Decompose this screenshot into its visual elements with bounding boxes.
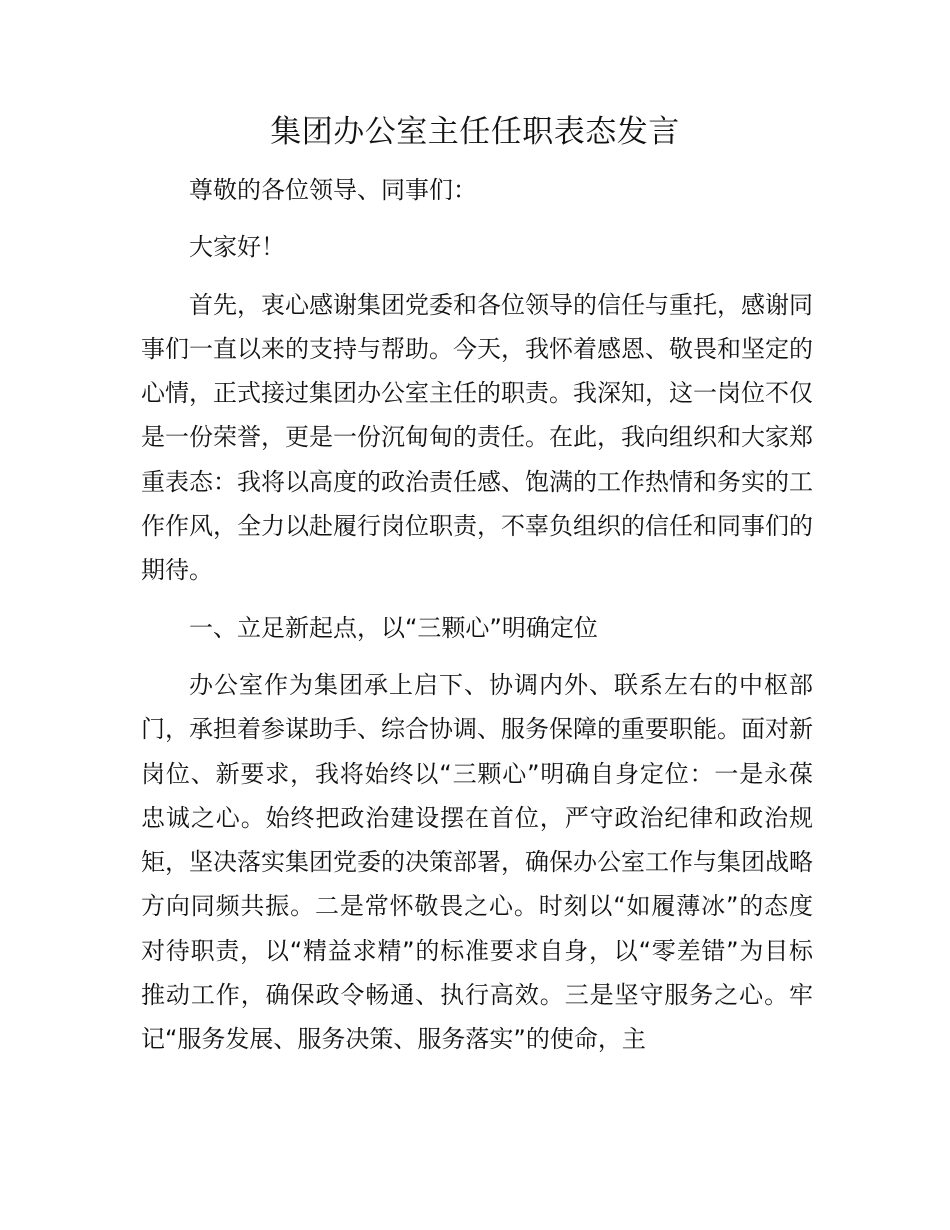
salutation: 尊敬的各位领导、同事们： (189, 176, 477, 204)
section-1-paragraph: 办公室作为集团承上启下、协调内外、联系左右的中枢部门，承担着参谋助手、综合协调、服务保障的重要职能。面对新岗位、新要求，我将始终以“三颗心”明确自身定位：一是永葆忠诚之心。始终把政治建设摆在首位，严守政治纪律和政治规矩，坚决落实集团党委的决策部署，确保办公室工作与集团战略方向同频共振。二是常怀敬畏之心。时刻以“如履薄冰”的态度对待职责，以“精益求精”的标准要求自身，以“零差错”为目标推动工作，确保政令畅通、执行高效。三是坚守服务之心。牢记“服务发展、服务决策、服务落实”的使命，主 (141, 670, 813, 1054)
document-title: 集团办公室主任任职表态发言 (270, 114, 680, 150)
greeting: 大家好！ (189, 233, 285, 262)
document-body (141, 168, 813, 1075)
section-heading-1: 一、立足新起点，以“三颗心”明确定位 (189, 613, 598, 642)
intro-paragraph: 首先，衷心感谢集团党委和各位领导的信任与重托，感谢同事们一直以来的支持与帮助。今天，我怀着感恩、敬畏和坚定的心情，正式接过集团办公室主任的职责。我深知，这一岗位不仅是一份荣誉，更是一份沉甸甸的责任。在此，我向组织和大家郑重表态：我将以高度的政治责任感、饱满的工作热情和务实的工作作风，全力以赴履行岗位职责，不辜负组织的信任和同事们的期待。 (141, 290, 813, 585)
